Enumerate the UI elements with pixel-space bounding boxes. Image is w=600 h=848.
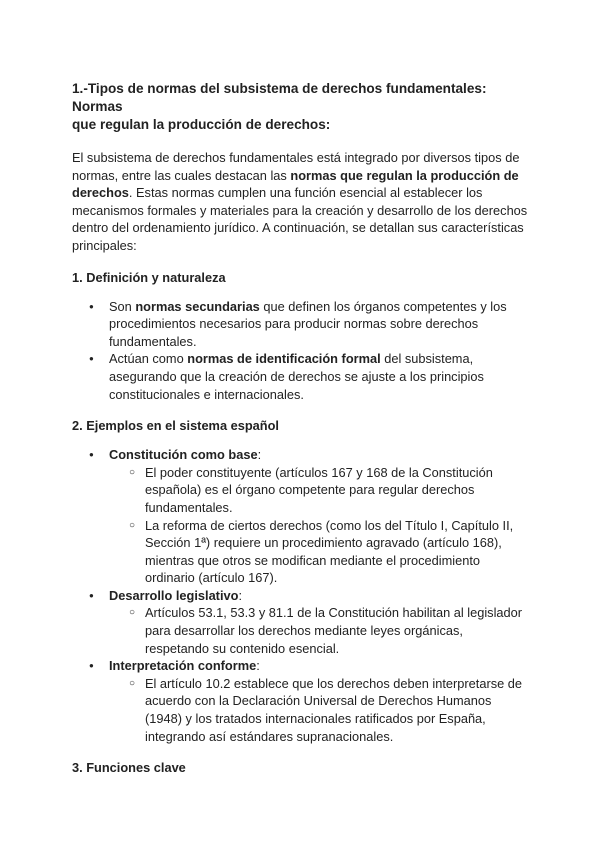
item-text-bold: Desarrollo legislativo	[109, 587, 239, 603]
item-text-post: del subsistema, asegurando que la creación de derechos se ajuste a los principios constitucionales e internacionales.	[109, 351, 484, 402]
sub-list	[109, 675, 530, 745]
intro-paragraph	[72, 149, 530, 255]
sub-list	[109, 464, 530, 587]
item-text-post: :	[256, 658, 260, 674]
section-1-title: 1. Definición y naturaleza	[72, 269, 226, 285]
list-item	[72, 446, 530, 587]
sub-list-item: ○ La reforma de ciertos derechos (como los del Título I, Capítulo II, Sección 1ª) requiere un procedimiento agravado (artículo 168), mientras que otros se modifican mediante el procedimiento ordinario (artículo 167).	[109, 517, 530, 587]
item-text-bold: Interpretación conforme	[109, 658, 257, 674]
item-text-post: :	[238, 587, 242, 603]
section-1	[72, 298, 530, 404]
item-text-bold: normas de identificación formal	[187, 351, 381, 367]
section-2-title: 2. Ejemplos en el sistema español	[72, 418, 279, 434]
list-item	[72, 350, 530, 403]
sub-list	[109, 604, 530, 657]
main-heading	[72, 80, 530, 134]
sub-list-item: ○ El artículo 10.2 establece que los derechos deben interpretarse de acuerdo con la Declaración Universal de Derechos Humanos (1948) y los tratados internacionales ratificados por España, integrando así estándares supranacionales.	[109, 675, 530, 745]
item-text-bold: normas secundarias	[135, 298, 260, 314]
intro-text-pre: El subsistema de derechos fundamentales está integrado por diversos tipos de normas, entre las cuales destacan las	[72, 150, 520, 183]
section-2	[72, 446, 530, 745]
intro-text-bold: normas que regulan la producción de derechos	[72, 167, 519, 201]
sub-list-item: ○ El poder constituyente (artículos 167 y 168 de la Constitución española) es el órgano competente para regular derechos fundamentales.	[109, 464, 530, 517]
item-text-pre: Actúan como	[109, 351, 188, 367]
section-3-title: 3. Funciones clave	[72, 760, 186, 776]
item-text-pre: Son	[109, 298, 136, 314]
intro-text-post: . Estas normas cumplen una función esencial al establecer los mecanismos formales y materiales para la creación y desarrollo de los derechos dentro del ordenamiento jurídico. A continuación, se detallan sus características principales:	[72, 185, 528, 253]
item-text-post: que definen los órganos competentes y los procedimientos necesarios para producir normas sobre derechos fundamentales.	[109, 298, 507, 349]
item-text-bold: Constitución como base	[109, 447, 258, 463]
section-2-list	[72, 446, 530, 745]
main-heading-line-1: 1.-Tipos de normas del subsistema de derechos fundamentales: Normas	[72, 81, 487, 114]
list-item	[72, 587, 530, 657]
list-item	[72, 298, 530, 351]
section-1-list	[72, 298, 530, 404]
item-text-post: :	[257, 447, 262, 463]
main-heading-line-2: que regulan la producción de derechos:	[72, 117, 331, 132]
list-item	[72, 657, 530, 745]
sub-list-item: ○ Artículos 53.1, 53.3 y 81.1 de la Constitución habilitan al legislador para desarrollar los derechos mediante leyes orgánicas, respetando su contenido esencial.	[109, 604, 530, 657]
